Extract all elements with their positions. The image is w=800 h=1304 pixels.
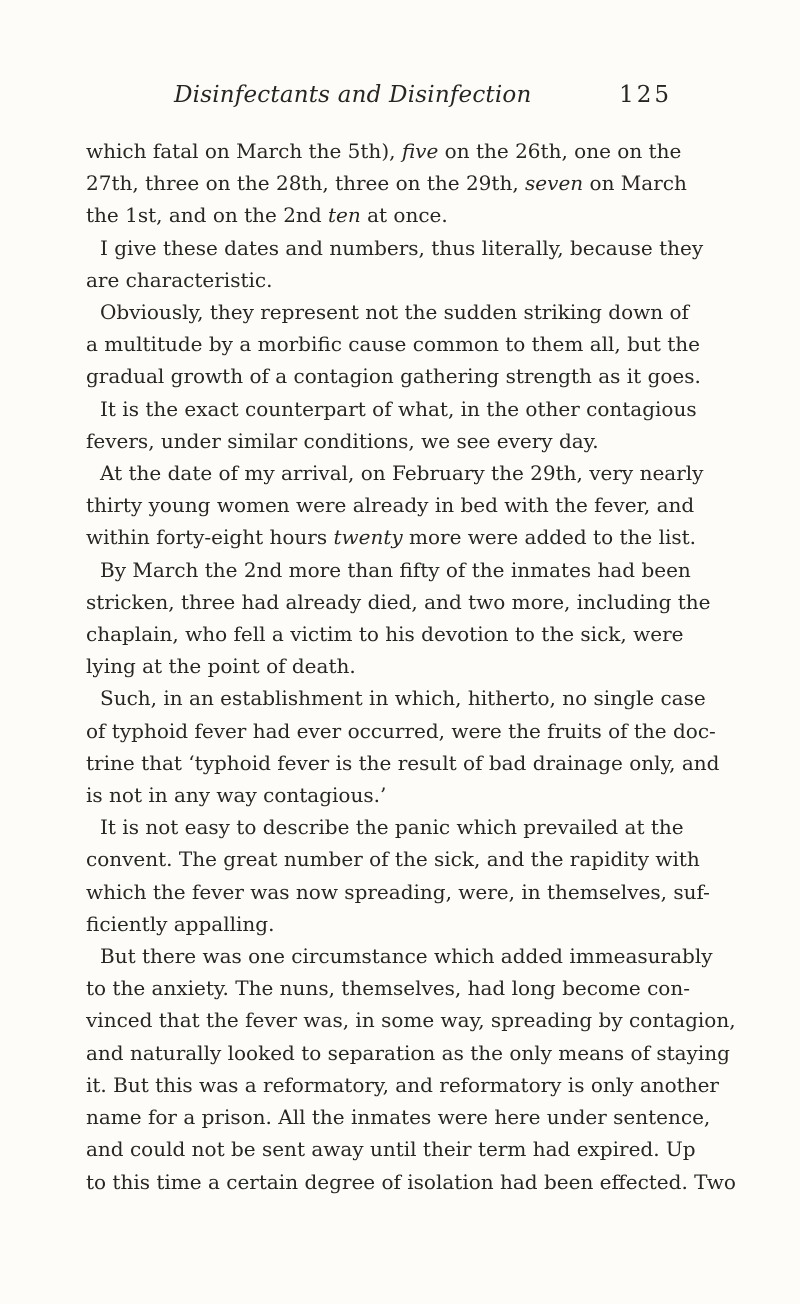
text-run: fevers, under similar conditions, we see every day. [86, 428, 599, 453]
text-line [86, 328, 700, 360]
text-run: within forty-eight hours [86, 525, 334, 550]
text-run: and naturally looked to separation as the only means of staying [86, 1040, 730, 1065]
paragraph [86, 296, 701, 393]
text-run: and could not be sent away until their term had expired. Up [86, 1137, 696, 1162]
paragraph [86, 457, 704, 554]
text-line [86, 425, 672, 457]
text-run: thirty young women were already in bed with the fever, and [86, 493, 695, 518]
paragraph [86, 393, 697, 457]
text-line [86, 1037, 730, 1069]
italic-run: five [401, 139, 439, 163]
text-run: is not in any way contagious.’ [86, 783, 387, 808]
text-line [86, 940, 713, 972]
text-line [86, 199, 672, 231]
text-line [86, 972, 690, 1004]
text-run: Obviously, they represent not the sudden striking down of [100, 300, 689, 325]
page-number: 125 [619, 82, 672, 108]
text-line [86, 489, 695, 521]
text-line [86, 843, 700, 875]
text-line [86, 682, 706, 714]
running-title: Disinfectants and Disinfection [174, 82, 532, 108]
text-line [86, 264, 672, 296]
text-line [86, 779, 672, 811]
running-head [86, 82, 672, 118]
text-run: convent. The great number of the sick, and the rapidity with [86, 847, 700, 872]
text-line [86, 1101, 711, 1133]
text-line [86, 747, 720, 779]
text-run: 27th, three on the 28th, three on the 29th, [86, 171, 526, 196]
text-run: at once. [360, 203, 448, 228]
text-line [86, 457, 704, 489]
text-run: gradual growth of a contagion gathering strength as it goes. [86, 364, 701, 389]
text-run: which fatal on March the 5th), [86, 139, 402, 163]
italic-run: ten [327, 203, 361, 228]
text-line [86, 554, 691, 586]
text-line [86, 360, 701, 392]
paragraph [86, 940, 736, 1198]
paragraph [86, 682, 720, 811]
text-run: At the date of my arrival, on February the 29th, very nearly [100, 461, 704, 486]
text-run: lying at the point of death. [86, 654, 356, 679]
text-run: It is not easy to describe the panic which prevailed at the [100, 815, 684, 840]
text-run: are characteristic. [86, 267, 273, 292]
text-run: it. But this was a reformatory, and reformatory is only another [86, 1072, 719, 1097]
text-run: more were added to the list. [402, 525, 697, 550]
text-run: trine that ‘typhoid fever is the result of bad drainage only, and [86, 750, 720, 775]
text-run: ficiently appalling. [86, 911, 275, 936]
text-run: I give these dates and numbers, thus literally, because they [100, 235, 704, 260]
text-line [86, 650, 672, 682]
text-line [86, 876, 710, 908]
text-run: a multitude by a morbific cause common to them all, but the [86, 332, 700, 357]
text-line [86, 393, 697, 425]
text-run: stricken, three had already died, and two more, including the [86, 589, 711, 614]
italic-run: seven [525, 171, 584, 196]
text-run: of typhoid fever had ever occurred, were the fruits of the doc- [86, 718, 716, 743]
text-line [86, 167, 687, 199]
text-line [86, 1004, 736, 1036]
text-line [86, 811, 684, 843]
paragraph [86, 811, 710, 940]
text-line [86, 232, 704, 264]
text-line [86, 618, 684, 650]
text-line [86, 135, 682, 167]
text-run: Such, in an establishment in which, hitherto, no single case [100, 686, 706, 711]
text-run: chaplain, who fell a victim to his devotion to the sick, were [86, 622, 684, 647]
text-line [86, 1133, 696, 1165]
text-run: on March [583, 171, 687, 196]
text-run: on the 26th, one on the [438, 139, 682, 163]
text-line [86, 586, 711, 618]
text-run: to this time a certain degree of isolation had been effected. Two [86, 1169, 736, 1194]
text-line [86, 1166, 736, 1198]
italic-run: twenty [333, 525, 403, 550]
text-run: vinced that the fever was, in some way, spreading by contagion, [86, 1008, 736, 1033]
text-run: name for a prison. All the inmates were here under sentence, [86, 1105, 711, 1130]
text-run: which the fever was now spreading, were, in themselves, suf- [86, 879, 710, 904]
paragraph [86, 135, 687, 232]
text-run: to the anxiety. The nuns, themselves, had long become con- [86, 976, 690, 1001]
text-line [86, 1069, 719, 1101]
text-run: It is the exact counterpart of what, in the other contagious [100, 396, 697, 421]
text-line [86, 715, 716, 747]
text-line [86, 908, 672, 940]
text-line [86, 521, 697, 553]
paragraph [86, 232, 704, 296]
text-line [86, 296, 689, 328]
body-text [86, 135, 736, 1198]
text-run: By March the 2nd more than fifty of the inmates had been [100, 557, 691, 582]
text-run: the 1st, and on the 2nd [86, 203, 328, 228]
paragraph [86, 554, 711, 683]
text-run: But there was one circumstance which added immeasurably [100, 944, 713, 969]
